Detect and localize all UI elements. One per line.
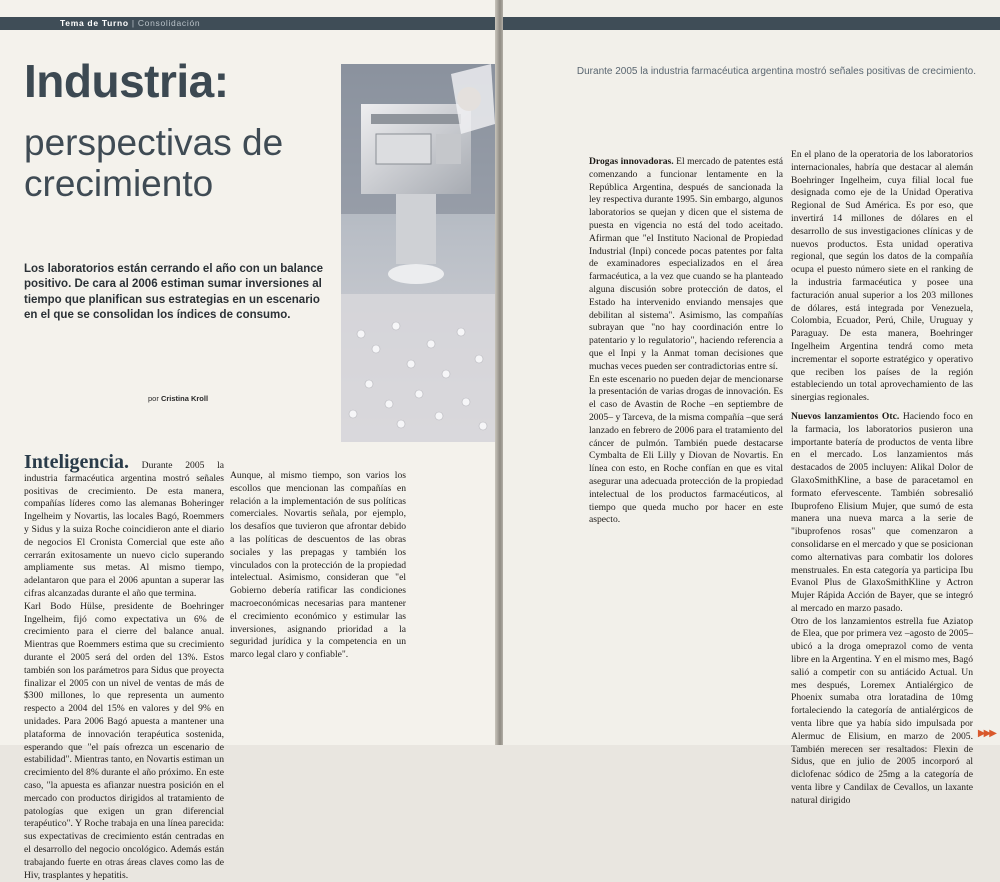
right-page — [503, 0, 1000, 806]
section-heading-drogas: Drogas innovadoras. — [589, 156, 674, 167]
right-header-band — [503, 17, 1000, 30]
author-name: Cristina Kroll — [160, 394, 209, 403]
left-page — [0, 0, 497, 881]
column-left-1: Inteligencia. Durante 2005 la industria farmacéutica argentina mostró señales positivas de crecimiento. De esta manera, compañías líderes como las alemanas Boheringer Ingelheim y Novartis, las locales Bagó, Roemmers y Sidus y la suiza Roche coincidieron ante el diario de negocios El Cronista Comercial que este año cerrarán exitosamente un nuevo ciclo superando ampliamente sus metas. Al mismo tiempo, adelantaron que para el 2006 apuntan a superar las cifras alcanzadas durante el año que termina. Karl Bodo Hülse, presidente de Boehringer Ingelheim, fijó como expectativa un 6% de crecimiento para el cierre del balance anual. Mientras que Roemmers estima que su crecimiento durante el 2005 será del orden del 13%. Estos también son los parámetros para Sidus que proyecta finalizar el 2005 con un nivel de ventas de más de $300 millones, lo que representa un aumento respecto a 2004 del 15% en valores y del 9% en unidades. Para 2006 Bagó apuesta a mantener una plataforma de innovación terapéutica sostenida, esperando que "el país ofrezca un escenario de estabilidad". Mientras tanto, en Novartis estiman un crecimiento del 8% durante el año próximo. En este caso, "la apuesta es afianzar nuestra posición en el mercado con productos dirigidos al tratamiento de patologías que exigen un gran diferencial terapéutico". Y Roche trabaja en una línea parecida: sus expectativas de crecimiento están centradas en el desarrollo del negocio oncológico. Además están trabajando fuerte en otras áreas claves como las de Hiv, trasplantes y hepatitis. — [24, 451, 224, 881]
continue-arrow-icon: ▶▶▶ — [977, 728, 995, 739]
lab-machine-illustration — [341, 64, 495, 442]
left-header-band — [0, 17, 497, 30]
section-tag: Tema de Turno | Consolidación — [60, 18, 201, 28]
article-tagline: Durante 2005 la industria farmacéutica argentina mostró señales positivas de crecimiento. — [576, 66, 976, 77]
column-left-2: Aunque, al mismo tiempo, son varios los escollos que mencionan las compañías en relación a la implementación de sus políticas comerciales. Novartis señala, por ejemplo, los desafíos que tuvieron que afrontar debido a las políticas de descuentos de las obras sociales y las prepagas y también los vinculados con la protección de la propiedad intelectual. Asimismo, consideran que "el Gobierno debería ratificar las condiciones macroeconómicas necesarias para mantener el crecimiento económico y estimular las inversiones, asignando prioridad a la seguridad jurídica y la competencia en un marco legal claro y confiable". — [230, 470, 406, 661]
section-heading-otc: Nuevos lanzamientos Otc. — [791, 410, 900, 422]
column-right-2: En el plano de la operatoria de los laboratorios internacionales, habría que destacar al alemán Boehringer Ingelheim, cuya filial local fue designada como eje de la Unidad Operativa Regional de Sud América. Es por eso, que invertirá 14 millones de dólares en el desarrollo de sus investigaciones clínicas y de nuevos productos. Esta unidad operativa regional, que según los datos de la compañía ocupa el puesto número siete en el ranking de la industria farmacéutica y posee una facturación anual superior a los 203 millones de dólares, está integrada por Venezuela, Colombia, Ecuador, Perú, Chile, Uruguay y Paraguay. De esta manera, Boehringer Ingelheim Argentina tendrá como meta incrementar el soporte estratégico y operativo que reciben los países de la región estableciendo un total aprovechamiento de las sinergias regionales. Nuevos lanzamientos Otc. Haciendo foco en la farmacia, los laboratorios pusieron una importante batería de productos de venta libre en el mercado. Los lanzamientos más destacados de 2005 incluyen: Alikal Dolor de GlaxoSmithKline, a base de paracetamol en formato efervescente. También sobresalió Ibuprofeno Elisium Mujer, que sumó de esta manera una nueva marca a la serie de "ibuprofenos rosas" que comenzaron a consolidarse en el mercado y que se posicionan como alternativas para combatir los dolores menstruales. En esta categoría ya participa Ibu Evanol Plus de GlaxoSmithKline y Actron Mujer Rápida Acción de Bayer, que se integró al mercado en marzo pasado. Otro de los lanzamientos estrella fue Aziatop de Elea, que por primera vez –agosto de 2005– ubicó a la droga omeprazol como de venta libre en la Argentina. Y en el mismo mes, Bagó salió a competir con su antiácido Actual. Un mes después, Loremex Antialérgico de Phoenix sumaba otra loratadina de 10mg fortaleciendo la categoría de antialérgicos de venta libre que ya había sido impulsada por Alermuc de Elisium, en marzo de 2005. También merecen ser resaltados: Flexin de Sidus, que en julio de 2005 incorporó al diclofenac sódico de 25mg a la categoría de venta libre y Candilax de Cevallos, un laxante natural dirigido — [791, 149, 973, 806]
byline: por Cristina Kroll — [148, 394, 209, 403]
article-title: Industria: — [24, 55, 229, 107]
article-lede: Los laboratorios están cerrando el año con un balance positivo. De cara al 2006 estiman sumar inversiones al tiempo que planifican sus estrategias en un escenario en el que se consolidan los índices de consumo. — [24, 263, 324, 321]
article-subtitle: perspectivas de crecimiento — [24, 122, 284, 204]
column-right-1: Drogas innovadoras. El mercado de patentes está comenzando a funcionar lentamente en la República Argentina, después de sancionada la ley respectiva durante 1995. Sin embargo, algunos laboratorios se quejan y dicen que el sistema de puesta en vigencia no está del todo aceitado. Afirman que "el Instituto Nacional de Propiedad Industrial (Inpi) concede pocas patentes por falta de examinadores especializados en el área farmacéutica, a la vez que cuando se ha planteado alguna discusión sobre protección de datos, el Estado ha intervenido enviando mensajes que debilitan al sistema". Asimismo, las compañías subrayan que "no hay coordinación entre lo patentario y lo regulatorio", haciendo referencia a que el Inpi y la Anmat toman decisiones que muchas veces pueden ser contradictorias entre sí. En este escenario no pueden dejar de mencionarse la presentación de varias drogas de innovación. Es el caso de Avastin de Roche –en septiembre de 2005– y Tarceva, de la misma compañía –que será lanzado en febrero de 2006 para el tratamiento del cáncer de pulmón. También puede destacarse Cymbalta de Eli Lilly y Diovan de Novartis. En línea con esto, en Roche confían en que es vital asegurar una adecuada protección de la propiedad intelectual de los productos farmacéuticos, al tiempo que queda mucho por hacer en este aspecto. — [589, 156, 783, 526]
lab-photo — [341, 64, 495, 442]
section-heading-inteligencia: Inteligencia. — [24, 451, 129, 473]
